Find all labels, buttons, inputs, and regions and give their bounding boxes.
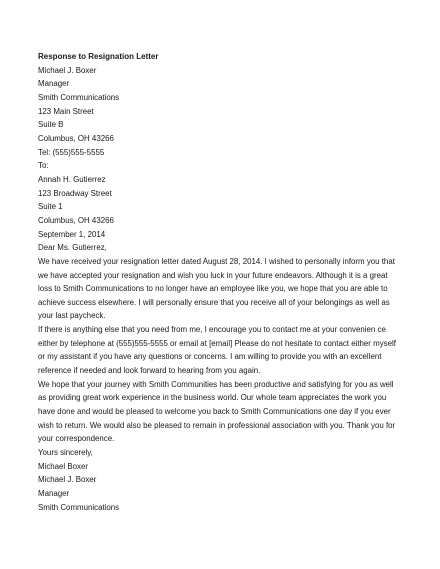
paragraph-line: We have received your resignation letter dated August 28, 2014. I wished to personally inform you that [38,256,395,266]
paragraph-line: have done and would be pleased to welcome you back to Smith Communications one day if you ever [38,407,391,417]
paragraph-line: we have accepted your resignation and wish you luck in your future endeavors. Although it is a great [38,270,388,280]
letter-body [38,50,408,514]
letter-date: September 1, 2014 [38,229,106,239]
paragraph-line: If there is anything else that you need from me, I encourage you to contact me at your convenien ce [38,325,386,335]
signer-company: Smith Communications [38,502,120,512]
recipient-city: Columbus, OH 43266 [38,215,114,225]
recipient-street: 123 Broadway Street [38,188,112,198]
to-label: To: [38,161,49,171]
paragraph-line: wish to return. We would also be pleased to remain in professional association with you. Thank you for [38,420,396,430]
paragraph-line: We hope that your journey with Smith Communities has been productive and satisfying for you as well [38,379,394,389]
sender-tel: Tel: (555)555-5555 [38,147,105,157]
paragraph-line: reference if needed and look forward to hearing from you again. [38,366,261,376]
sender-name: Michael J. Boxer [38,65,97,75]
paragraph-line: as providing great work experience in the business world. Our whole team appreciates the work you [38,393,387,403]
sender-street: 123 Main Street [38,106,94,116]
signer-role: Manager [38,489,70,498]
paragraph-line: or my assistant if you have any questions or concerns. I am willing to provide you with an excellent [38,352,382,362]
paragraph-line: your correspondence. [38,434,115,444]
recipient-name: Annah H. Gutierrez [38,174,106,184]
closing: Yours sincerely, [38,448,93,458]
paragraph-line: loss to Smith Communications to no longer have an employee like you, we hope that you are able to [38,284,388,294]
paragraph-line: achieve success elsewhere. I will personally ensure that you receive all of your belongings as well as [38,297,390,307]
paragraph-line: your last paycheck. [38,311,106,321]
sender-role: Manager [38,79,70,89]
signature: Michael Boxer [38,461,88,471]
recipient-suite: Suite 1 [38,202,63,212]
paragraph-3 [38,378,408,446]
paragraph-2 [38,323,408,378]
signer-name: Michael J. Boxer [38,475,97,485]
salutation: Dear Ms. Gutierrez, [38,243,107,253]
sender-city: Columbus, OH 43266 [38,133,114,143]
paragraph-1 [38,255,408,323]
document-title: Response to Resignation Letter [38,52,159,61]
paragraph-line: either by telephone at (555)555-5555 or email at [email] Please do not hesitate to contact either myself [38,338,396,348]
sender-suite: Suite B [38,120,64,130]
sender-company: Smith Communications [38,92,120,102]
